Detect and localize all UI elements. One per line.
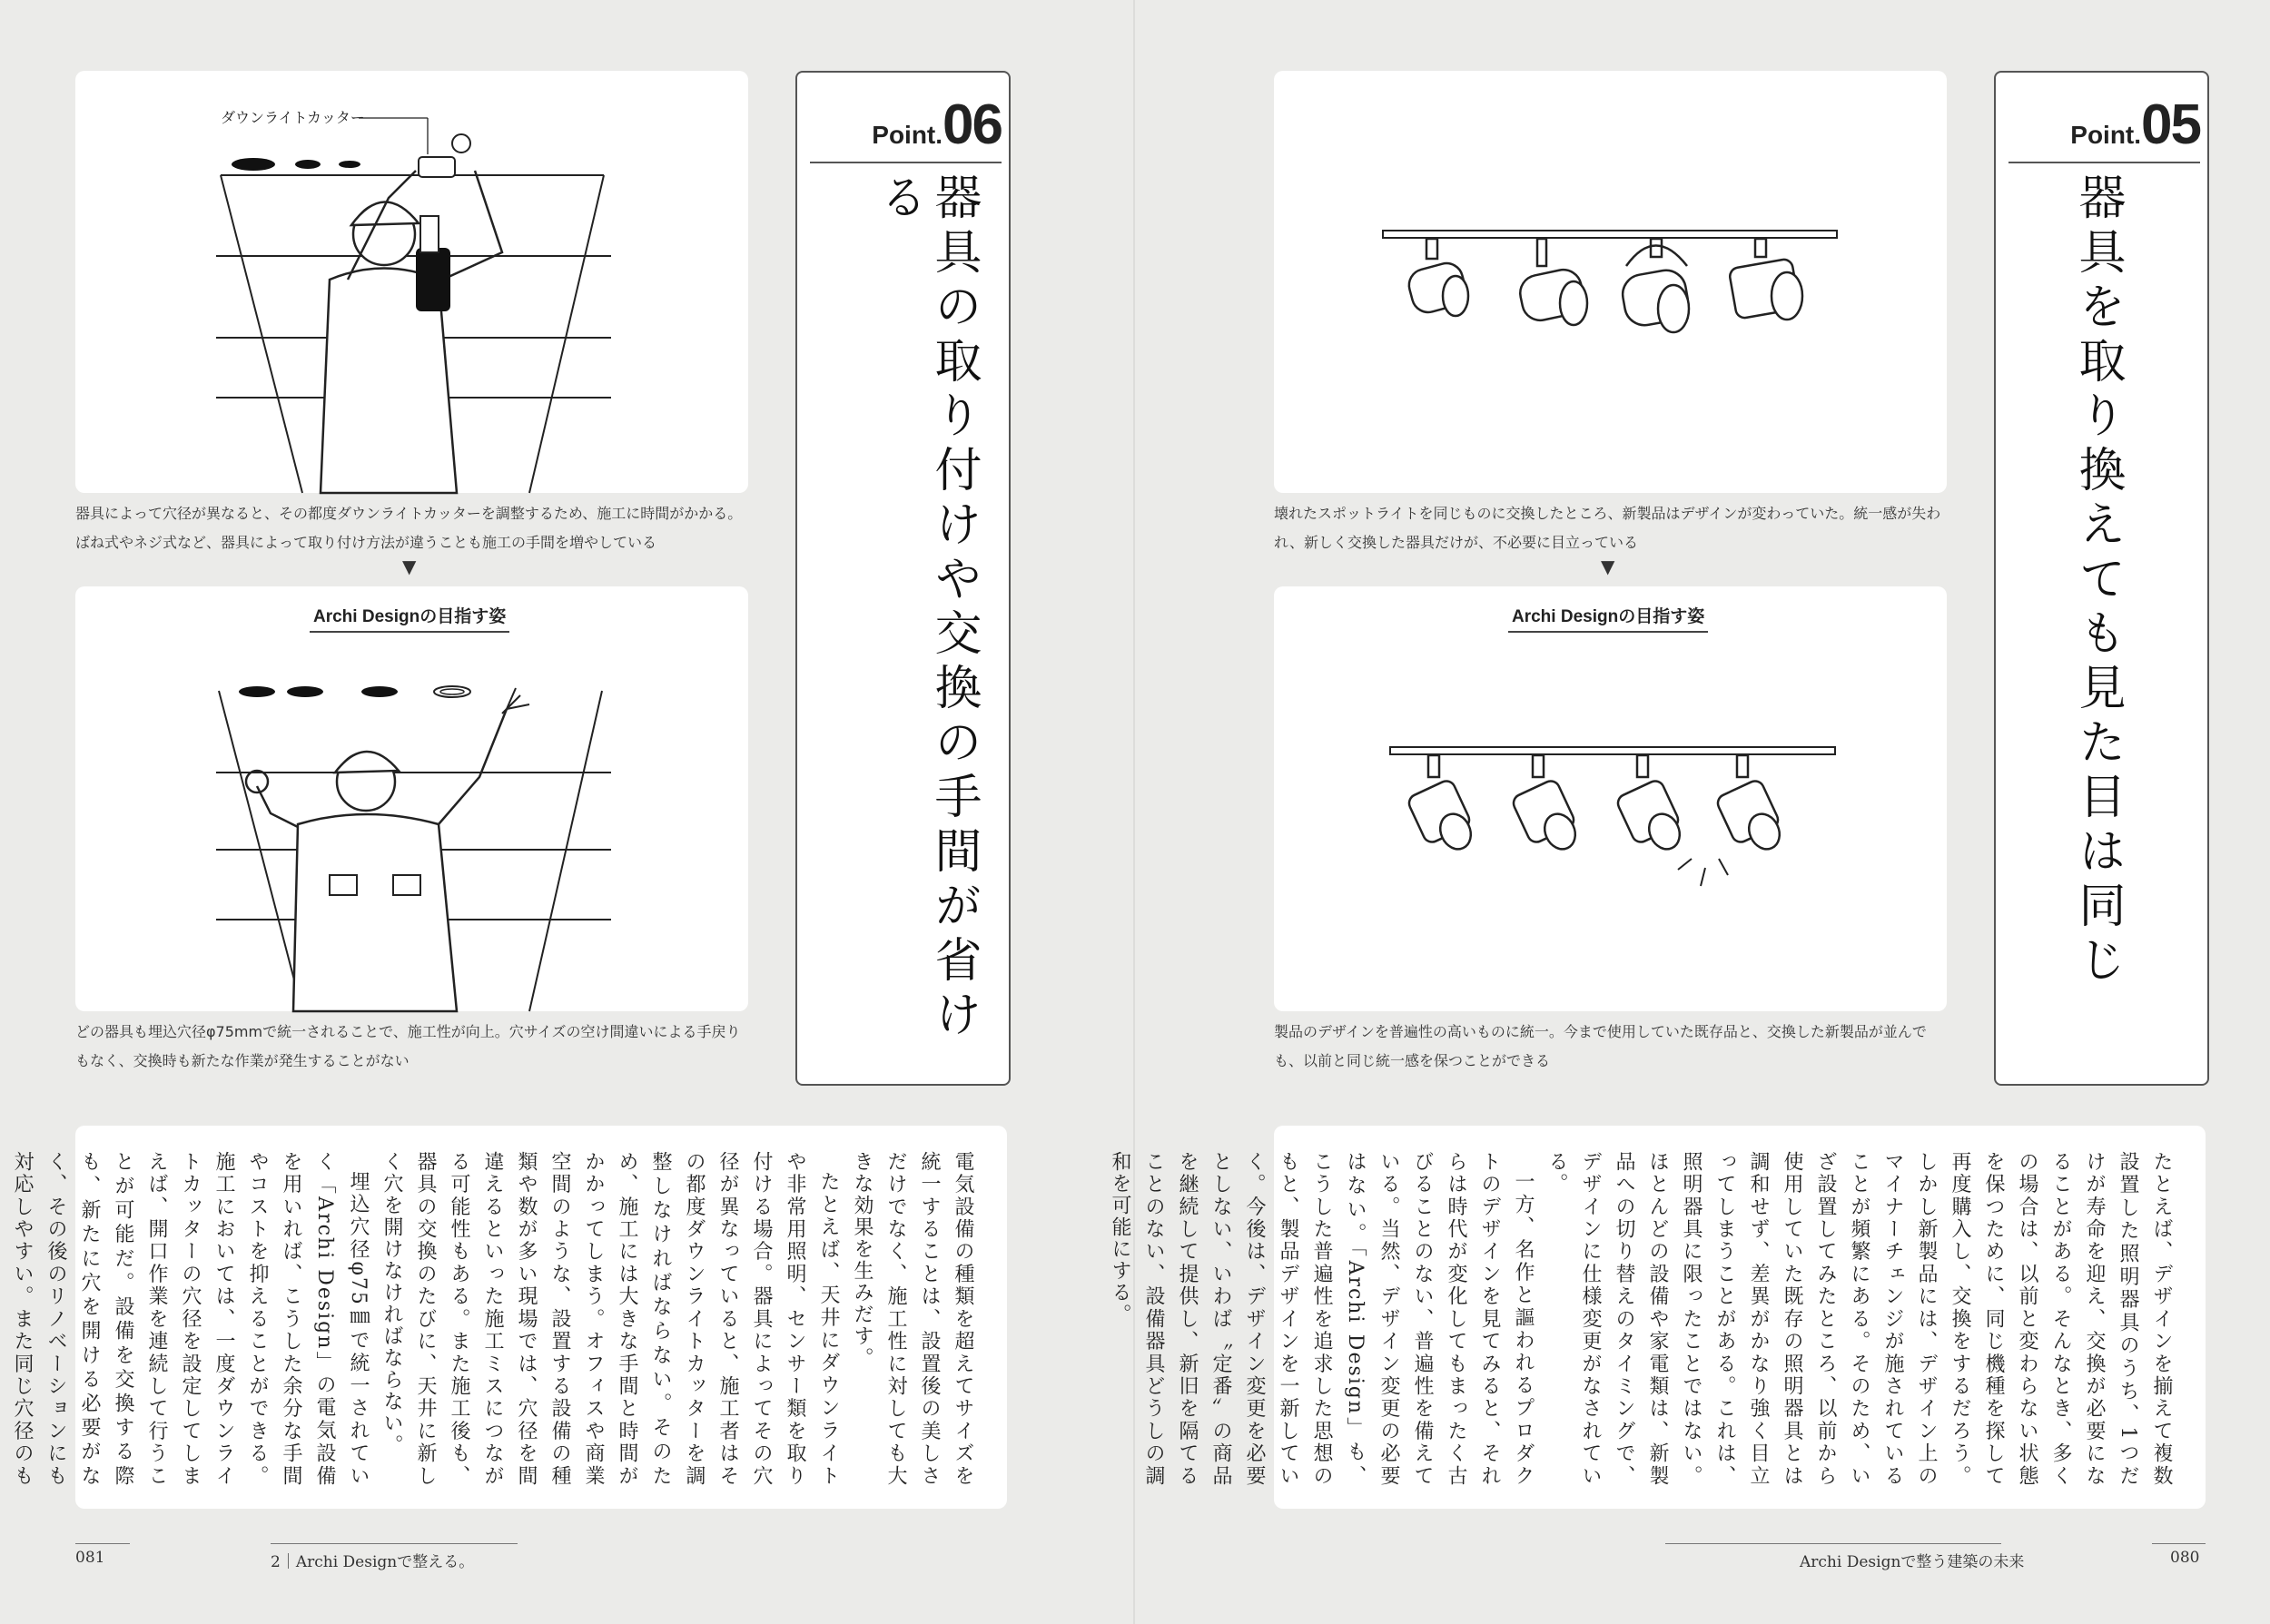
point-06-title: 器具の取り付けや交換の手間が省ける xyxy=(872,172,981,1044)
point-05-title: 器具を取り換えても見た目は同じ xyxy=(2070,172,2125,989)
subtitle: Archi Designの目指す姿 xyxy=(310,603,509,633)
body-text-card xyxy=(11,1126,1007,1509)
point-prefix: Point. xyxy=(872,121,943,149)
running-head: Archi Designで整う建築の未来 xyxy=(1800,1553,2025,1571)
folio-rule xyxy=(2152,1543,2206,1544)
point-06-label xyxy=(872,93,1002,157)
body-text-card xyxy=(1109,1126,2206,1509)
body-text xyxy=(11,1151,980,1487)
point-05-box xyxy=(1994,71,2209,1086)
mismatched-spotlights-illustration xyxy=(1274,71,1947,493)
worker-drilling-illustration xyxy=(75,71,748,493)
folio: 080 xyxy=(2170,1549,2200,1567)
point-number: 05 xyxy=(2141,94,2200,156)
top-caption: 器具によって穴径が異なると、その都度ダウンライトカッターを調整するため、施工に時間がかかる。ばね式やネジ式など、器具によって取り付け方法が違うことも施工の手間を増やしている xyxy=(75,505,743,551)
body-paragraph-1: 電気設備の種類を超えてサイズを統一することは、設置後の美しさだけでなく、施工性に対しても大きな効果を生みだす。 xyxy=(851,1151,974,1487)
bottom-caption: どの器具も埋込穴径φ75mmで統一されることで、施工性が向上。穴サイズの空け間違いによる手戻りもなく、交換時も新たな作業が発生することがない xyxy=(75,1023,741,1069)
right-page xyxy=(1109,0,2270,1624)
point-rule xyxy=(2008,162,2200,163)
worker-satisfied-illustration xyxy=(75,586,748,1011)
illustration-card-worker-satisfied xyxy=(75,586,748,1011)
illustration-card-mismatched-spotlights xyxy=(1274,71,1947,493)
body-text xyxy=(1109,1151,2178,1487)
running-head-rule xyxy=(1665,1543,2001,1544)
folio: 081 xyxy=(75,1549,105,1567)
body-paragraph-2: 一方、名作と謳われるプロダクトのデザインを見てみると、それらは時代が変化してもまったく古びることのない、普遍性を備えている。当然、デザイン変更の必要はない。「Archi Design」も、こうした普遍性を追求した思想のもと、製品デザインを一新していく。今後は、デザイン変更を必要としない、いわば〝定番〟の商品を継続して提供し、新旧を隔てることのない、設備器具どうしの調和を可能にする。 xyxy=(1109,1151,1535,1487)
down-arrow: ▼ xyxy=(1601,556,1615,577)
down-arrow: ▼ xyxy=(402,556,417,577)
unified-spotlights-illustration xyxy=(1274,586,1947,1011)
illustration-card-worker-adjusting xyxy=(75,71,748,493)
running-head-rule xyxy=(271,1543,518,1544)
subtitle: Archi Designの目指す姿 xyxy=(1508,603,1708,633)
downlight-cutter-label: ダウンライトカッター xyxy=(221,111,365,126)
running-head: 2｜Archi Designで整える。 xyxy=(271,1553,475,1571)
point-rule xyxy=(810,162,1002,163)
folio-rule xyxy=(75,1543,130,1544)
point-prefix: Point. xyxy=(2070,121,2142,149)
point-05-label xyxy=(2070,93,2200,157)
point-number: 06 xyxy=(943,94,1002,156)
illustration-card-unified-spotlights xyxy=(1274,586,1947,1011)
point-06-box xyxy=(795,71,1011,1086)
bottom-caption: 製品のデザインを普遍性の高いものに統一。今まで使用していた既存品と、交換した新製品が並んでも、以前と同じ統一感を保つことができる xyxy=(1274,1023,1927,1069)
body-paragraph-2: たとえば、天井にダウンライトや非常用照明、センサー類を取り付ける場合。器具によってその穴径が異なっていると、施工者はその都度ダウンライトカッターを調整しなければならない。そのため、施工には大きな手間と時間がかかってしまう。オフィスや商業空間のような、設置する設備の種類や数が多い現場では、穴径を間違えるといった施工ミスにつながる可能性もある。また施工後も、器具の交換のたびに、天井に新しく穴を開けなければならない。 xyxy=(380,1151,840,1487)
top-caption: 壊れたスポットライトを同じものに交換したところ、新製品はデザインが変わっていた。統一感が失われ、新しく交換した器具だけが、不必要に目立っている xyxy=(1274,505,1941,551)
body-paragraph-3: 埋込穴径φ75㎜で統一されていく「Archi Design」の電気設備を用いれば、こうした余分な手間やコストを抑えることができる。施工においては、一度ダウンライトカッターの穴径を設定してしまえば、開口作業を連続して行うことが可能だ。設備を交換する際も、新たに穴を開ける必要がなく、その後のリノベーションにも対応しやすい。また同じ穴径のも xyxy=(11,1151,370,1487)
body-paragraph-1: たとえば、デザインを揃えて複数設置した照明器具のうち、1つだけが寿命を迎え、交換が必要になることがある。そんなとき、多くの場合は、以前と変わらない状態を保つために、同じ機種を探して再度購入し、交換をするだろう。しかし新製品には、デザイン上のマイナーチェンジが施されていることが頻繁にある。そのため、いざ設置してみたところ、以前から使用していた既存の照明器具とは調和せず、差異がかなり強く目立ってしまうことがある。これは、照明器具に限ったことではない。ほとんどの設備や家電類は、新製品への切り替えのタイミングで、デザインに仕様変更がなされている。 xyxy=(1545,1151,2173,1487)
